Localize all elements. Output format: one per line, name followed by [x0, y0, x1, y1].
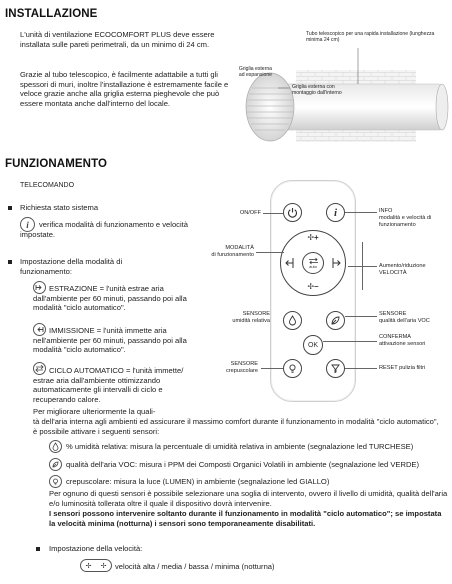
caption-grille-inside-mounting: Griglia esterna con montaggio dall'interno	[292, 84, 342, 97]
mode-immissione-text: = l'unità immette aria nell'ambiente per 60 minuti, passando poi alla modalità "ciclo automatico".	[33, 326, 187, 355]
ok-label: OK	[307, 341, 319, 349]
leader-speed-vertical	[362, 242, 363, 290]
sensors-intro-b: tà dell'aria interna agli ambienti ed assicurare il massimo comfort durante il funzionamento in modalità "ciclo automatico", è possibile attivare i seguenti sensori:	[33, 417, 439, 436]
label-info-sub: modalità e velocità di funzionamento	[379, 214, 432, 228]
label-modalita-title: MODALITÀ	[225, 245, 254, 251]
speed-down-button[interactable]: ✢–	[307, 282, 319, 291]
leader-sensore-voc	[345, 316, 377, 317]
label-sensore-voc-title: SENSORE	[379, 311, 407, 317]
label-sensore-crep-sub: crepuscolare	[225, 367, 258, 374]
leader-conferma	[323, 341, 377, 342]
installation-illustration	[238, 32, 450, 150]
label-reset: RESET pulizia filtri	[379, 365, 426, 371]
speed-buttons-icon	[80, 559, 112, 572]
filter-icon	[330, 363, 341, 374]
label-modalita-sub: di funzionamento	[211, 251, 254, 258]
voc-sensor-button[interactable]	[326, 311, 345, 330]
threshold-text: Per ognuno di questi sensori è possibile selezionare una soglia di intervento, ovvero il livello di umidità, qualità dell'aria e/o luminosità tollerata oltre il quale il dispositivo dovrà intervenire.	[49, 489, 448, 508]
leader-modalita	[256, 252, 284, 253]
sensors-bold-note: I sensori possono intervenire soltanto durante il funzionamento in modalità "ciclo automatico"; se impostata la velocità minima (notturna) i sensori sono temporaneamente disabilitati.	[49, 509, 442, 528]
info-button[interactable]	[326, 203, 345, 222]
mode-left-button[interactable]	[283, 256, 295, 270]
info-icon: i	[20, 217, 35, 232]
bullet-velocita-title: Impostazione della velocità:	[49, 544, 143, 553]
humidity-sensor-button[interactable]	[283, 311, 302, 330]
bullet-marker	[8, 206, 12, 210]
label-conferma-title: CONFERMA	[379, 334, 412, 340]
label-sensore-crep	[198, 361, 258, 375]
mode-immissione-label: IMMISSIONE	[49, 326, 95, 335]
bullet-stato-title: Richiesta stato sistema	[20, 203, 99, 212]
humidity-sensor-icon	[49, 440, 62, 453]
bullet-modalita-title: Impostazione della modalità di funzionamento:	[20, 257, 123, 276]
caption-grille-expansion: Griglia esterna ad espansione	[238, 66, 272, 79]
reset-filter-button[interactable]	[326, 359, 345, 378]
mode-ciclo-automatico	[33, 366, 188, 404]
humidity-drop-icon	[287, 315, 298, 326]
mode-estrazione	[33, 284, 188, 313]
mode-estrazione-text: = l'unità estrae aria dall'ambiente per 60 minuti, passando poi alla modalità "ciclo automatico".	[33, 284, 187, 313]
leader-sensore-crep	[261, 368, 283, 369]
mode-estrazione-label: ESTRAZIONE	[49, 284, 98, 293]
bullet-stato-text-content: verifica modalità di funzionamento e velocità impostate.	[20, 220, 189, 239]
auto-mode-button[interactable]	[302, 252, 324, 274]
label-speed: Aumento/riduzione VELOCITÀ	[379, 263, 426, 276]
label-sensore-crep-title: SENSORE	[230, 361, 258, 367]
installazione-title: INSTALLAZIONE	[5, 8, 98, 20]
twilight-sensor-icon	[49, 475, 62, 488]
speed-text: velocità alta / media / bassa / minima (notturna)	[115, 562, 275, 571]
mode-right-button[interactable]	[331, 256, 343, 270]
speed-decrease-glyph: ✢	[100, 562, 107, 570]
telecomando-subtitle: TELECOMANDO	[20, 182, 75, 189]
power-icon	[287, 207, 298, 218]
bullet-marker	[8, 260, 12, 264]
label-sensore-voc-sub: qualità dell'aria VOC	[379, 317, 430, 324]
info-button-icon: i	[333, 206, 338, 219]
bullet-marker	[36, 547, 40, 551]
label-sensore-umidita-sub: umidità relativa	[232, 317, 270, 324]
label-onoff: ON/OFF	[239, 210, 261, 216]
label-info-title: INFO	[379, 208, 393, 214]
lightbulb-icon	[287, 363, 298, 374]
power-button[interactable]	[283, 203, 302, 222]
leader-reset	[345, 368, 377, 369]
bullet-stato-text	[20, 220, 198, 239]
label-sensore-umidita	[198, 311, 270, 325]
label-modalita	[198, 245, 254, 259]
leader-onoff	[263, 213, 283, 214]
telescopic-tube-illustration	[238, 32, 450, 150]
ok-button[interactable]	[303, 335, 323, 355]
auto-label: auto	[309, 264, 317, 269]
label-conferma	[379, 334, 451, 348]
installazione-paragraph-1: L'unità di ventilazione ECOCOMFORT PLUS deve essere installata sulle pareti perimetrali, da un minimo di 24 cm.	[20, 30, 215, 49]
funzionamento-title: FUNZIONAMENTO	[5, 158, 108, 170]
label-sensore-voc	[379, 311, 451, 325]
mode-ciclo-label: CICLO AUTOMATICO	[49, 366, 124, 375]
sensor-twilight-text: crepuscolare: misura la luce (LUMEN) in ambiente (segnalazione led GIALLO)	[66, 477, 330, 486]
leaf-icon	[330, 315, 341, 326]
label-info	[379, 208, 451, 228]
speed-up-button[interactable]: ✢+	[307, 233, 319, 242]
sensor-humidity-text: % umidità relativa: misura la percentuale di umidità relativa in ambiente (segnalazione led TURCHESE)	[66, 442, 414, 451]
caption-telescopic-tube: Tubo telescopico per una rapida installazione (lunghezza minima 24 cm)	[306, 31, 435, 44]
sensor-voc-text: qualità dell'aria VOC: misura i PPM dei Composti Organici Volatili in ambiente (segnalazione led VERDE)	[66, 460, 420, 469]
installazione-paragraph-2: Grazie al tubo telescopico, è facilmente adattabile a tutti gli spessori di muri, inoltre l'installazione è estremamente facile e veloce grazie anche alla griglia esterna pieghevole che può essere montata anche dall'interno del locale.	[20, 70, 229, 108]
mode-ciclo-text: = l'unità immette/ estrae aria dall'ambiente ottimizzando automaticamente gli intervalli di ciclo e recuperando calore.	[33, 366, 184, 404]
mode-immissione	[33, 326, 188, 355]
label-sensore-umidita-title: SENSORE	[242, 311, 270, 317]
label-conferma-sub: attivazione sensori	[379, 340, 426, 347]
voc-sensor-icon	[49, 458, 62, 471]
leader-info	[345, 212, 377, 213]
sensors-intro-a: Per migliorare ulteriormente la quali-	[33, 407, 156, 416]
twilight-sensor-button[interactable]	[283, 359, 302, 378]
speed-increase-glyph: ✢	[85, 562, 92, 570]
